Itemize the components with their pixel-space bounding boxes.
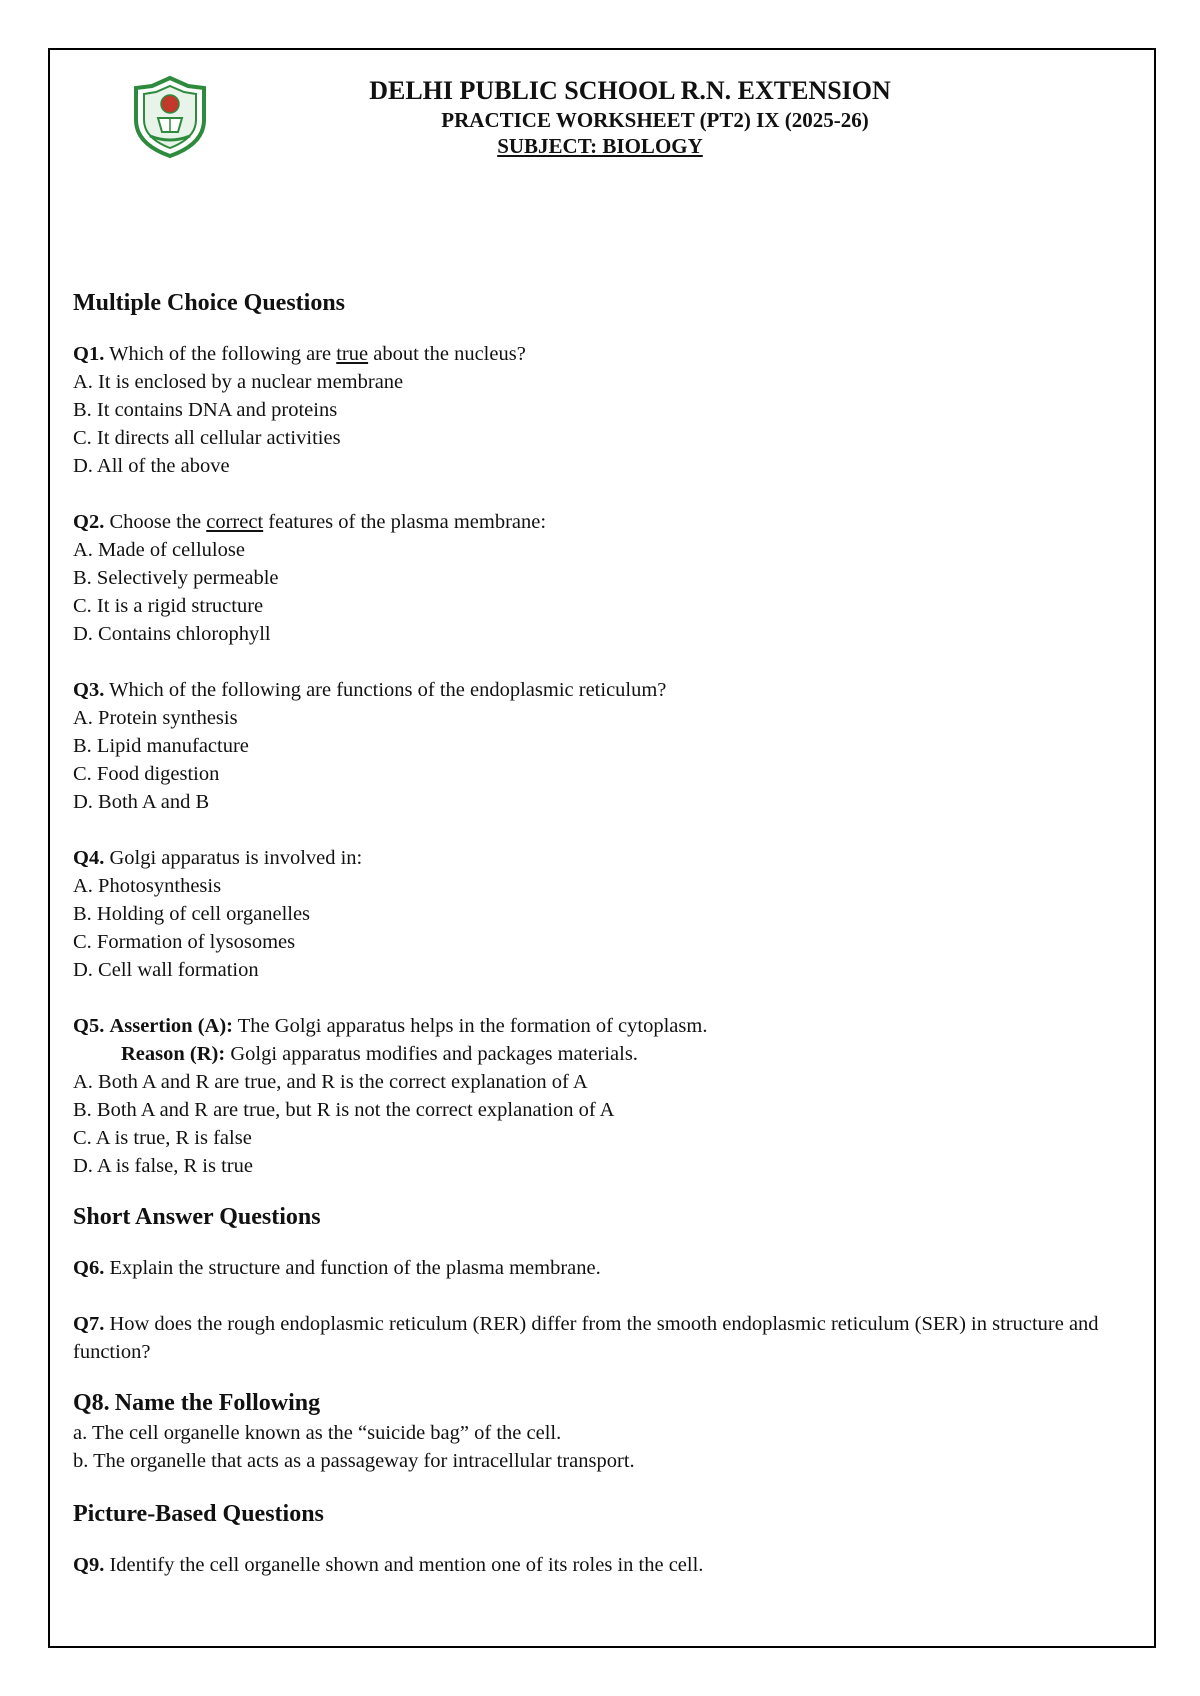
option: C. A is true, R is false: [73, 1127, 252, 1149]
question-number: Q8.: [73, 1390, 110, 1416]
option: B. Selectively permeable: [73, 567, 279, 589]
question-text: Explain the structure and function of the plasma membrane.: [109, 1257, 601, 1279]
question-number: Q7.: [73, 1313, 105, 1335]
reason-text: Golgi apparatus modifies and packages materials.: [230, 1043, 638, 1065]
option: B. It contains DNA and proteins: [73, 399, 338, 421]
option: A. Photosynthesis: [73, 875, 222, 897]
question-5: [73, 1012, 1133, 1180]
question-text: features of the plasma membrane:: [268, 511, 547, 533]
question-text: Which of the following are: [109, 343, 332, 365]
assertion-label: Assertion (A):: [109, 1015, 233, 1037]
question-9: [73, 1551, 1133, 1579]
list-item: b. The organelle that acts as a passageway for intracellular transport.: [73, 1450, 635, 1472]
subject-title: SUBJECT: BIOLOGY: [497, 134, 703, 158]
question-text: Choose the: [109, 511, 202, 533]
option: C. Formation of lysosomes: [73, 931, 296, 953]
question-8-title: Name the Following: [114, 1390, 321, 1416]
option: D. Contains chlorophyll: [73, 623, 271, 645]
school-name: DELHI PUBLIC SCHOOL R.N. EXTENSION: [369, 76, 891, 105]
question-number: Q4.: [73, 847, 105, 869]
option: C. Food digestion: [73, 763, 220, 785]
assertion-text: The Golgi apparatus helps in the formation of cytoplasm.: [237, 1015, 708, 1037]
question-number: Q9.: [73, 1554, 105, 1576]
option: D. Both A and B: [73, 791, 210, 813]
option: C. It is a rigid structure: [73, 595, 264, 617]
question-6: [73, 1254, 1133, 1282]
reason-label: Reason (R):: [121, 1043, 226, 1065]
option: D. All of the above: [73, 455, 230, 477]
question-text: Which of the following are functions of the endoplasmic reticulum?: [109, 679, 667, 701]
question-text: about the nucleus?: [373, 343, 526, 365]
question-2: [73, 508, 1133, 648]
question-number: Q1.: [73, 343, 105, 365]
question-emphasis: true: [336, 343, 369, 365]
worksheet-content: [73, 288, 1133, 1607]
option: A. Made of cellulose: [73, 539, 245, 561]
question-emphasis: correct: [206, 511, 264, 533]
option: C. It directs all cellular activities: [73, 427, 341, 449]
option: A. It is enclosed by a nuclear membrane: [73, 371, 404, 393]
option: A. Protein synthesis: [73, 707, 238, 729]
short-answer-heading: Short Answer Questions: [73, 1204, 321, 1230]
list-item: a. The cell organelle known as the “suicide bag” of the cell.: [73, 1422, 562, 1444]
question-text: How does the rough endoplasmic reticulum (RER) differ from the smooth endoplasmic reticulum (SER) in structure and function?: [73, 1313, 1099, 1363]
picture-heading: Picture-Based Questions: [73, 1501, 324, 1527]
option: B. Lipid manufacture: [73, 735, 249, 757]
question-text: Golgi apparatus is involved in:: [109, 847, 363, 869]
question-number: Q6.: [73, 1257, 105, 1279]
option: D. A is false, R is true: [73, 1155, 253, 1177]
question-number: Q5.: [73, 1015, 105, 1037]
option: D. Cell wall formation: [73, 959, 259, 981]
mcq-heading: Multiple Choice Questions: [73, 290, 346, 316]
question-7: [73, 1310, 1133, 1366]
question-number: Q2.: [73, 511, 105, 533]
option: B. Holding of cell organelles: [73, 903, 311, 925]
question-8: [73, 1388, 1133, 1475]
option: B. Both A and R are true, but R is not the correct explanation of A: [73, 1099, 615, 1121]
question-3: [73, 676, 1133, 816]
worksheet-title: PRACTICE WORKSHEET (PT2) IX (2025-26): [441, 108, 869, 132]
question-number: Q3.: [73, 679, 105, 701]
option: A. Both A and R are true, and R is the correct explanation of A: [73, 1071, 588, 1093]
question-4: [73, 844, 1133, 984]
question-1: [73, 340, 1133, 480]
question-text: Identify the cell organelle shown and mention one of its roles in the cell.: [109, 1554, 704, 1576]
